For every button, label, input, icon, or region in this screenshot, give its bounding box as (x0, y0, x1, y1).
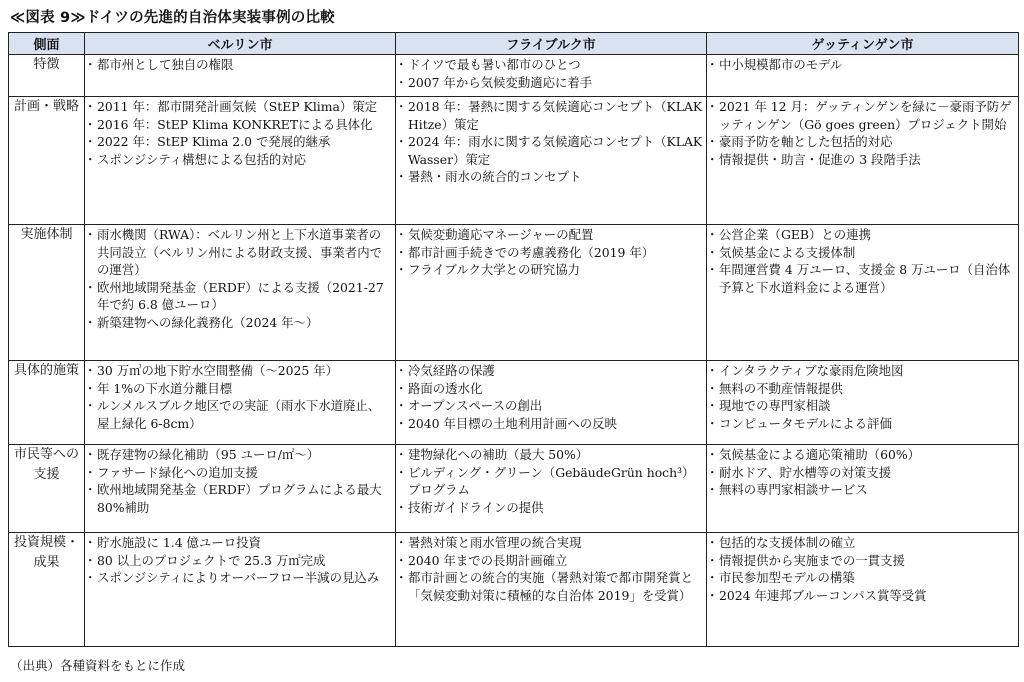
bullet-item: ・ 暑熱・雨水の統合的コンセプト (399, 168, 703, 186)
bullet-item: ・ 雨水機関（RWA）：ベルリン州と上下水道事業者の共同設立（ベルリン州による財政支援、事業者内での運営） (88, 226, 392, 279)
bullet-item: ・ 技術ガイドラインの提供 (399, 499, 703, 517)
row-label-support: 市民等への支援 (9, 445, 85, 533)
bullet-list (399, 56, 703, 91)
bullet-item: ・ 80 以上のプロジェクトで 25.3 万㎡完成 (88, 552, 392, 570)
bullet-item: ・ 暑熱対策と雨水管理の統合実現 (399, 534, 703, 552)
bullet-item: ・ 現地での専門家相談 (710, 397, 1015, 415)
bullet-item: ・ ファサード緑化への追加支援 (88, 464, 392, 482)
bullet-item: ・ 無料の不動産情報提供 (710, 380, 1015, 398)
bullet-item: ・ 無料の専門家相談サービス (710, 481, 1015, 499)
header-row (9, 33, 1019, 55)
bullet-item: ・ 2007 年から気候変動適応に着手 (399, 74, 703, 92)
bullet-item: ・ 貯水施設に 1.4 億ユーロ投資 (88, 534, 392, 552)
bullet-item: ・ 包括的な支援体制の確立 (710, 534, 1015, 552)
bullet-list (710, 56, 1015, 74)
bullet-list (88, 362, 392, 432)
bullet-item: ・ 30 万㎥の地下貯水空間整備（～2025 年） (88, 362, 392, 380)
cell-results-goettingen (707, 533, 1019, 647)
bullet-list (88, 226, 392, 332)
header-aspect: 側面 (9, 33, 85, 55)
bullet-item: ・ 建物緑化への補助（最大 50%） (399, 446, 703, 464)
source-note: （出典）各種資料をもとに作成 (10, 658, 186, 673)
bullet-item: ・ 欧州地域開発基金（ERDF）による支援（2021-27 年で約 6.8 億ユーロ） (88, 279, 392, 314)
header-goettingen: ゲッティンゲン市 (707, 33, 1019, 55)
cell-plans-freiburg (396, 97, 707, 225)
bullet-list (710, 446, 1015, 499)
cell-support-goettingen (707, 445, 1019, 533)
bullet-list (399, 98, 703, 186)
bullet-item: ・ 既存建物の緑化補助（95 ユーロ/㎡～） (88, 446, 392, 464)
bullet-list (399, 226, 703, 279)
bullet-list (399, 446, 703, 516)
cell-organization-berlin (85, 225, 396, 361)
bullet-item: ・ 豪雨予防を軸とした包括的対応 (710, 133, 1015, 151)
header-freiburg: フライブルク市 (396, 33, 707, 55)
cell-support-berlin (85, 445, 396, 533)
header-berlin: ベルリン市 (85, 33, 396, 55)
table-row-plans (9, 97, 1019, 225)
bullet-item: ・ ドイツで最も暑い都市のひとつ (399, 56, 703, 74)
bullet-item: ・ 市民参加型モデルの構築 (710, 569, 1015, 587)
bullet-item: ・ 年間運営費 4 万ユーロ、支援金 8 万ユーロ（自治体予算と下水道料金による運営） (710, 261, 1015, 296)
bullet-item: ・ 情報提供・助言・促進の 3 段階手法 (710, 151, 1015, 169)
figure-title: ≪図表 9≫ドイツの先進的自治体実装事例の比較 (10, 10, 335, 26)
bullet-item: ・ 公営企業（GEB）との連携 (710, 226, 1015, 244)
bullet-item: ・ 2040 年目標の土地利用計画への反映 (399, 415, 703, 433)
table-row-organization (9, 225, 1019, 361)
bullet-item: ・ スポンジシティ構想による包括的対応 (88, 151, 392, 169)
cell-measures-goettingen (707, 361, 1019, 445)
cell-organization-goettingen (707, 225, 1019, 361)
bullet-item: ・ オープンスペースの創出 (399, 397, 703, 415)
row-label-results: 投資規模・成果 (9, 533, 85, 647)
cell-results-berlin (85, 533, 396, 647)
cell-features-goettingen (707, 55, 1019, 97)
cell-plans-berlin (85, 97, 396, 225)
bullet-list (710, 98, 1015, 168)
bullet-item: ・ ルンメルスブルク地区での実証（雨水下水道廃止、屋上緑化 6-8cm） (88, 397, 392, 432)
bullet-item: ・ 気候基金による支援体制 (710, 244, 1015, 262)
cell-features-berlin (85, 55, 396, 97)
table-row-measures (9, 361, 1019, 445)
bullet-list (399, 534, 703, 604)
bullet-item: ・ 都市計画手続きでの考慮義務化（2019 年） (399, 244, 703, 262)
bullet-item: ・ 気候変動適応マネージャーの配置 (399, 226, 703, 244)
cell-results-freiburg (396, 533, 707, 647)
comparison-table (8, 32, 1019, 647)
bullet-item: ・ 年 1%の下水道分離目標 (88, 380, 392, 398)
bullet-list (88, 534, 392, 587)
bullet-item: ・ 2024 年連邦ブルーコンパス賞等受賞 (710, 587, 1015, 605)
bullet-item: ・ 情報提供から実施までの一貫支援 (710, 552, 1015, 570)
bullet-item: ・ コンピュータモデルによる評価 (710, 415, 1015, 433)
row-label-plans: 計画・戦略 (9, 97, 85, 225)
table-row-support (9, 445, 1019, 533)
table-row-results (9, 533, 1019, 647)
bullet-item: ・ 欧州地域開発基金（ERDF）プログラムによる最大 80%補助 (88, 481, 392, 516)
bullet-list (710, 534, 1015, 604)
bullet-item: ・ フライブルク大学との研究協力 (399, 261, 703, 279)
bullet-item: ・ 2024 年：雨水に関する気候適応コンセプト（KLAK Wasser）策定 (399, 133, 703, 168)
bullet-item: ・ スポンジシティによりオーバーフロー半減の見込み (88, 569, 392, 587)
row-label-organization: 実施体制 (9, 225, 85, 361)
bullet-item: ・ ビルディング・グリーン（GebäudeGrün hoch³）プログラム (399, 464, 703, 499)
bullet-item: ・ インタラクティブな豪雨危険地図 (710, 362, 1015, 380)
cell-measures-freiburg (396, 361, 707, 445)
bullet-item: ・ 耐水ドア、貯水槽等の対策支援 (710, 464, 1015, 482)
bullet-list (88, 56, 392, 74)
bullet-item: ・ 2016 年：StEP Klima KONKRETによる具体化 (88, 116, 392, 134)
bullet-item: ・ 2021 年 12 月：ゲッティンゲンを緑に－豪雨予防ゲッティンゲン（Gö goes green）プロジェクト開始 (710, 98, 1015, 133)
table-row-features (9, 55, 1019, 97)
bullet-list (88, 98, 392, 168)
bullet-item: ・ 2011 年：都市開発計画気候（StEP Klima）策定 (88, 98, 392, 116)
bullet-item: ・ 2018 年：暑熱に関する気候適応コンセプト（KLAK Hitze）策定 (399, 98, 703, 133)
bullet-item: ・ 中小規模都市のモデル (710, 56, 1015, 74)
bullet-item: ・ 新築建物への緑化義務化（2024 年～） (88, 314, 392, 332)
bullet-list (710, 362, 1015, 432)
cell-features-freiburg (396, 55, 707, 97)
row-label-measures: 具体的施策 (9, 361, 85, 445)
cell-plans-goettingen (707, 97, 1019, 225)
bullet-item: ・ 冷気経路の保護 (399, 362, 703, 380)
bullet-item: ・ 路面の透水化 (399, 380, 703, 398)
bullet-list (399, 362, 703, 432)
cell-support-freiburg (396, 445, 707, 533)
cell-measures-berlin (85, 361, 396, 445)
bullet-item: ・ 都市州として独自の権限 (88, 56, 392, 74)
bullet-item: ・ 気候基金による適応策補助（60%） (710, 446, 1015, 464)
bullet-list (88, 446, 392, 516)
row-label-features: 特徴 (9, 55, 85, 97)
cell-organization-freiburg (396, 225, 707, 361)
bullet-item: ・ 2022 年：StEP Klima 2.0 で発展的継承 (88, 133, 392, 151)
bullet-item: ・ 2040 年までの長期計画確立 (399, 552, 703, 570)
table-body (9, 55, 1019, 647)
bullet-list (710, 226, 1015, 296)
bullet-item: ・ 都市計画との統合的実施（暑熱対策で都市開発賞と「気候変動対策に積極的な自治体 2019」を受賞） (399, 569, 703, 604)
